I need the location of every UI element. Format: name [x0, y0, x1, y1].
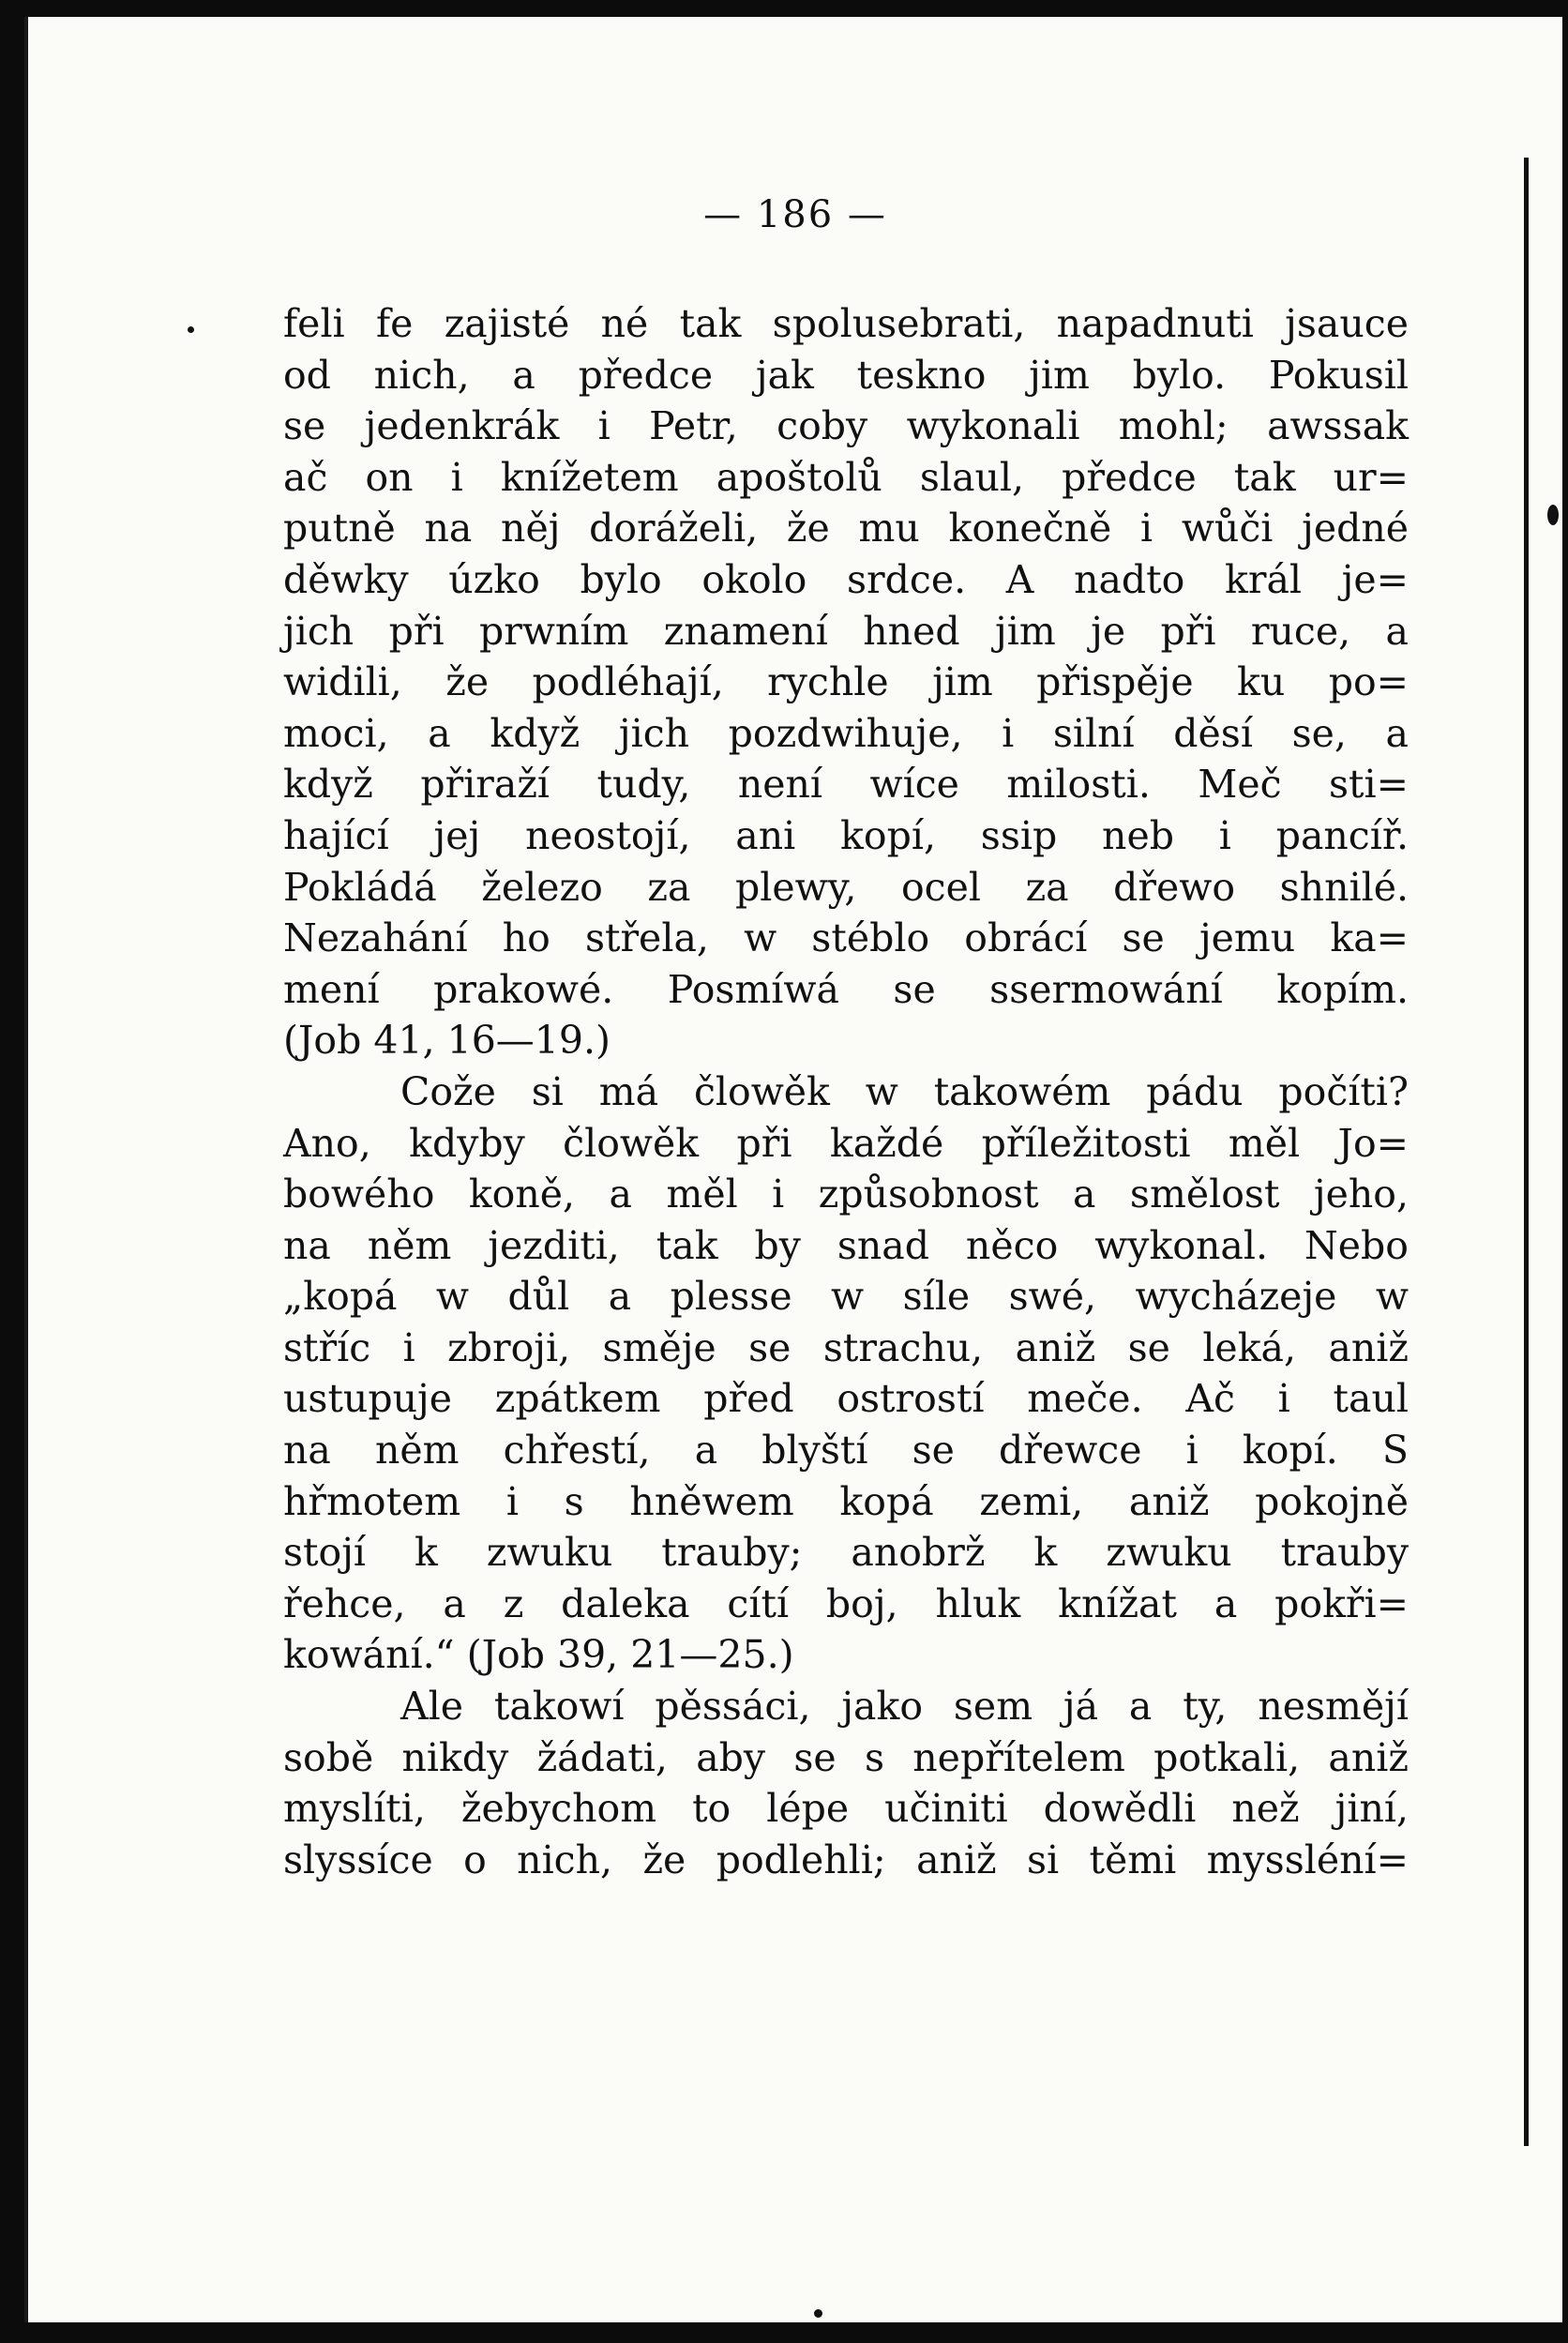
text-line: „kopá w důl a plesse w síle swé, wycházeje w: [283, 1274, 1409, 1320]
text-line: bowého koně, a měl i způsobnost a smělost jeho,: [283, 1172, 1409, 1217]
text-line: Nezahání ho střela, w stéblo obrácí se jemu ka=: [283, 915, 1409, 961]
text-line: feli fe zajisté né tak spolusebrati, napadnuti jsauce: [283, 301, 1409, 346]
text-line: Ano, kdyby člowěk při každé příležitosti měl Jo=: [283, 1120, 1409, 1166]
edge-mark: [188, 326, 194, 333]
book-page: [24, 17, 1562, 2322]
text-line: putně na něj doráželi, že mu konečně i wůči jedné: [283, 506, 1409, 552]
text-line: ustupuje zpátkem před ostrostí meče. Ač i taul: [283, 1376, 1409, 1422]
text-line: moci, a když jich pozdwihuje, i silní děsí se, a: [283, 710, 1409, 756]
text-line: Ale takowí pěssáci, jako sem já a ty, nesmějí: [400, 1684, 1409, 1730]
text-line: stojí k zwuku trauby; anobrž k zwuku trauby: [283, 1530, 1409, 1576]
body-text: [283, 298, 1409, 1885]
text-line: kowání.“ (Job 39, 21—25.): [283, 1632, 794, 1678]
page-edge-rule: [1524, 158, 1529, 2146]
text-line: hřmotem i s hněwem kopá zemi, aniž pokojně: [283, 1478, 1409, 1524]
text-line: děwky úzko bylo okolo srdce. A nadto král je=: [283, 556, 1409, 602]
text-line: se jedenkrák i Petr, coby wykonali mohl; awssak: [283, 403, 1409, 449]
text-line: slyssíce o nich, že podlehli; aniž si těmi myssléní=: [283, 1837, 1409, 1882]
text-line: sobě nikdy žádati, aby se s nepřítelem potkali, aniž: [283, 1734, 1409, 1780]
page-number: — 186 —: [703, 193, 887, 236]
text-line: widili, že podléhají, rychle jim přispěje ku po=: [283, 659, 1409, 705]
text-line: řehce, a z daleka cítí boj, hluk knížat a pokři=: [283, 1580, 1409, 1626]
text-line: jich při prwním znamení hned jim je při ruce, a: [283, 608, 1409, 654]
text-line: myslíti, žebychom to lépe učiniti dowědli než jiní,: [283, 1786, 1409, 1832]
text-line: hající jej neostojí, ani kopí, ssip neb i pancíř.: [283, 812, 1409, 858]
text-line: na něm chřestí, a blyští se dřewce i kopí. S: [283, 1428, 1409, 1474]
edge-mark: [1547, 505, 1559, 525]
text-line: když přiraží tudy, není wíce milosti. Meč sti=: [283, 762, 1409, 808]
text-line: Pokládá železo za plewy, ocel za dřewo shnilé.: [283, 864, 1409, 910]
text-line: (Job 41, 16—19.): [283, 1018, 611, 1064]
text-line: mení prakowé. Posmíwá se ssermowání kopím.: [283, 966, 1409, 1012]
text-line: Cože si má člowěk w takowém pádu počíti?: [400, 1068, 1409, 1114]
text-line: na něm jezditi, tak by snad něco wykonal. Nebo: [283, 1222, 1409, 1268]
text-line: stříc i zbroji, směje se strachu, aniž se leká, aniž: [283, 1324, 1409, 1370]
text-line: od nich, a předce jak teskno jim bylo. Pokusil: [283, 352, 1409, 398]
print-mark: [814, 2309, 822, 2318]
text-line: ač on i knížetem apoštolů slaul, předce tak ur=: [283, 454, 1409, 500]
